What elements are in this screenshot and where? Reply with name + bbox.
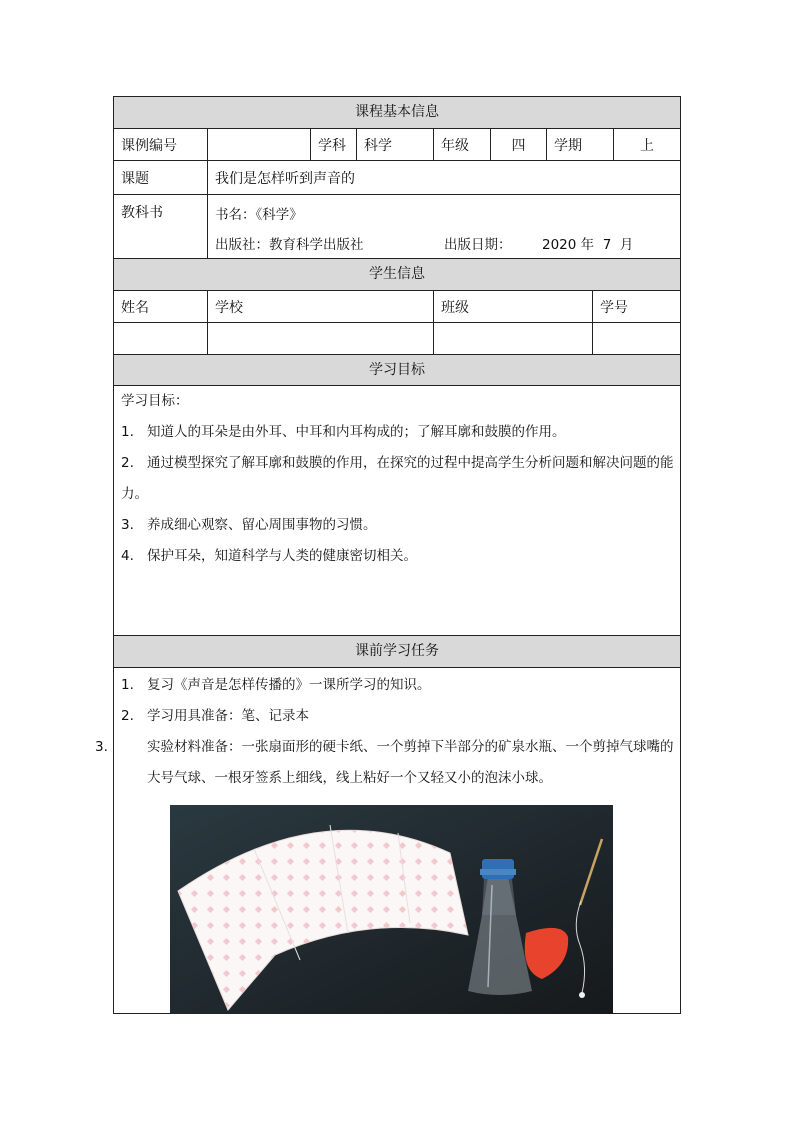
student-id-value[interactable] xyxy=(593,323,680,354)
term-label: 学期 xyxy=(547,129,614,160)
section-header-tasks xyxy=(114,636,680,668)
course-meta-row xyxy=(114,129,680,161)
course-no-label: 课例编号 xyxy=(114,129,208,160)
term-value[interactable]: 上 xyxy=(640,137,654,154)
class-label: 班级 xyxy=(434,291,593,322)
subject-value[interactable]: 科学 xyxy=(357,129,434,160)
name-label: 姓名 xyxy=(114,291,208,322)
task-item-2 xyxy=(121,701,674,732)
textbook-row xyxy=(114,195,680,259)
pub-date-label: 出版日期： xyxy=(444,237,512,253)
textbook-label: 教科书 xyxy=(114,195,208,258)
section-header-basic-text: 课程基本信息 xyxy=(355,104,439,120)
goal-item-number: 4. xyxy=(121,548,134,564)
textbook-info xyxy=(208,195,680,258)
section-header-goals xyxy=(114,355,680,386)
task-item-number: 1. xyxy=(121,677,134,693)
student-value-row xyxy=(114,323,680,355)
goal-item-text: 养成细心观察、留心周围事物的习惯。 xyxy=(147,517,377,533)
publisher: 出版社：教育科学出版社 xyxy=(215,237,364,253)
school-value[interactable] xyxy=(208,323,434,354)
topic-label: 课题 xyxy=(114,161,208,194)
goal-item-2 xyxy=(121,448,674,510)
goal-item-number: 1. xyxy=(121,424,134,440)
task-item-text: 复习《声音是怎样传播的》一课所学习的知识。 xyxy=(147,677,431,693)
goal-item-3 xyxy=(121,510,674,541)
task-item-text: 实验材料准备：一张扇面形的硬卡纸、一个剪掉下半部分的矿泉水瓶、一个剪掉气球嘴的大号气球、一根牙签系上细线，线上粘好一个又轻又小的泡沫小球。 xyxy=(147,739,674,786)
goal-item-1 xyxy=(121,417,674,448)
book-name: 书名：《科学》 xyxy=(215,207,303,223)
section-header-tasks-text: 课前学习任务 xyxy=(355,643,439,659)
school-label: 学校 xyxy=(208,291,434,322)
section-header-basic xyxy=(114,97,680,129)
section-header-goals-text: 学习目标 xyxy=(369,362,425,378)
course-no-value[interactable] xyxy=(208,129,311,160)
goals-content xyxy=(114,386,680,636)
pub-date-value: 2020 年 7 月 xyxy=(542,237,634,253)
goal-item-text: 保护耳朵，知道科学与人类的健康密切相关。 xyxy=(147,548,417,564)
experiment-materials-photo xyxy=(170,805,613,1014)
section-header-student-text: 学生信息 xyxy=(369,266,425,282)
task-item-number: 3. xyxy=(95,739,108,755)
section-header-student xyxy=(114,259,680,291)
goal-item-4 xyxy=(121,541,674,572)
name-value[interactable] xyxy=(114,323,208,354)
task-item-3 xyxy=(95,732,674,794)
student-id-label: 学号 xyxy=(600,299,628,316)
topic-row xyxy=(114,161,680,195)
course-info-table xyxy=(95,96,681,1014)
goal-item-number: 3. xyxy=(121,517,134,533)
student-label-row xyxy=(114,291,680,323)
goal-item-text: 知道人的耳朵是由外耳、中耳和内耳构成的；了解耳廓和鼓膜的作用。 xyxy=(147,424,566,440)
goal-item-number: 2. xyxy=(121,455,134,471)
task-item-1 xyxy=(121,670,674,701)
task-item-text: 学习用具准备：笔、记录本 xyxy=(147,708,309,724)
topic-value[interactable]: 我们是怎样听到声音的 xyxy=(215,170,355,187)
grade-value[interactable]: 四 xyxy=(491,129,547,160)
task-item-number: 2. xyxy=(121,708,134,724)
goal-item-text: 通过模型探究了解耳廓和鼓膜的作用，在探究的过程中提高学生分析问题和解决问题的能力。 xyxy=(121,455,674,502)
subject-label: 学科 xyxy=(311,129,357,160)
grade-label: 年级 xyxy=(434,129,491,160)
class-value[interactable] xyxy=(434,323,593,354)
goals-intro: 学习目标： xyxy=(121,393,189,409)
